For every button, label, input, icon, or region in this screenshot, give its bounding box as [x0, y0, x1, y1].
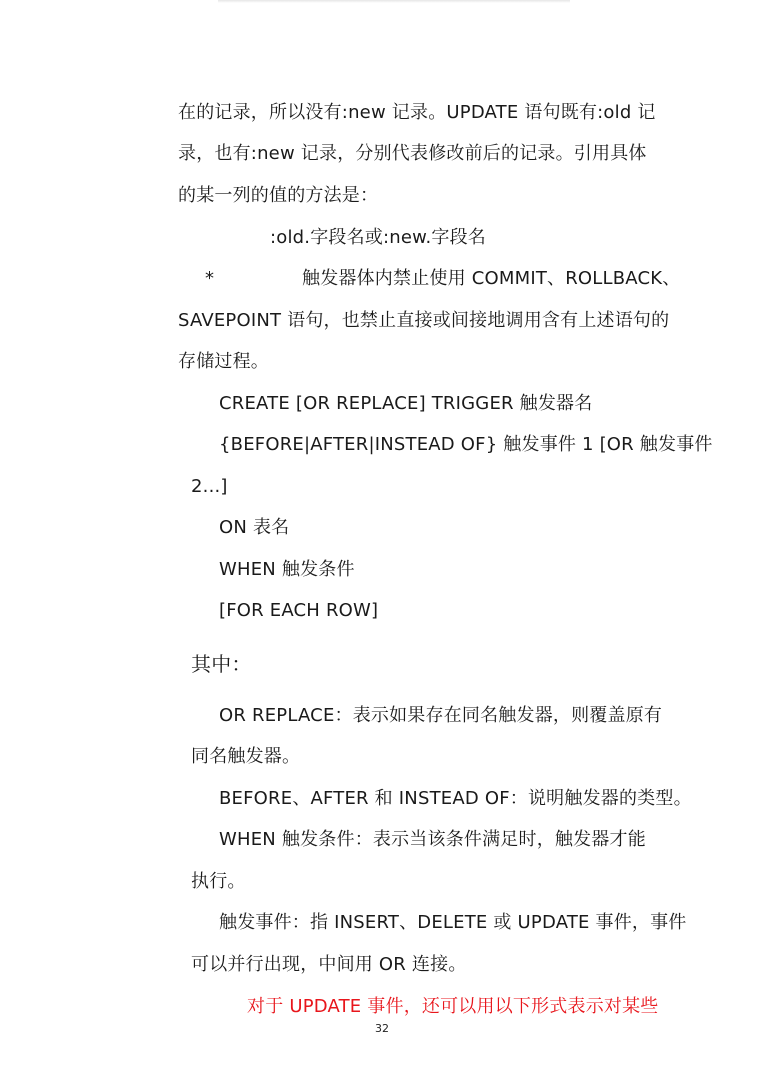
syntax-line: [FOR EACH ROW] — [219, 600, 379, 621]
paragraph-line: 触发事件：指 INSERT、DELETE 或 UPDATE 事件，事件 — [219, 912, 687, 933]
paragraph-line: OR REPLACE：表示如果存在同名触发器，则覆盖原有 — [219, 705, 663, 726]
bullet-marker: * — [205, 268, 215, 289]
syntax-line: ON 表名 — [219, 517, 290, 538]
paragraph-line: 同名触发器。 — [191, 746, 301, 767]
highlighted-paragraph-line: 对于 UPDATE 事件，还可以用以下形式表示对某些 — [247, 996, 659, 1017]
paragraph-line: 的某一列的值的方法是： — [178, 185, 379, 206]
paragraph-line: 存储过程。 — [178, 351, 269, 372]
syntax-line: CREATE [OR REPLACE] TRIGGER 触发器名 — [219, 393, 593, 414]
syntax-line: :old.字段名或:new.字段名 — [270, 227, 486, 248]
paragraph-line: 触发器体内禁止使用 COMMIT、ROLLBACK、 — [302, 268, 681, 289]
syntax-line: WHEN 触发条件 — [219, 559, 355, 580]
paragraph-line: WHEN 触发条件：表示当该条件满足时，触发器才能 — [219, 829, 646, 850]
paragraph-line: 执行。 — [191, 871, 246, 892]
header-rule — [218, 0, 570, 3]
paragraph-line: BEFORE、AFTER 和 INSTEAD OF：说明触发器的类型。 — [219, 788, 692, 809]
paragraph-line: SAVEPOINT 语句，也禁止直接或间接地调用含有上述语句的 — [178, 310, 670, 331]
syntax-line: {BEFORE|AFTER|INSTEAD OF} 触发事件 1 [OR 触发事件 — [219, 434, 713, 455]
section-heading: 其中： — [191, 652, 252, 676]
paragraph-line: 可以并行出现，中间用 OR 连接。 — [191, 954, 467, 975]
syntax-line: 2...] — [191, 476, 228, 497]
paragraph-line: 录，也有:new 记录，分别代表修改前后的记录。引用具体 — [178, 143, 647, 164]
paragraph-line: 在的记录，所以没有:new 记录。UPDATE 语句既有:old 记 — [178, 102, 656, 123]
page-number: 32 — [375, 1022, 389, 1035]
